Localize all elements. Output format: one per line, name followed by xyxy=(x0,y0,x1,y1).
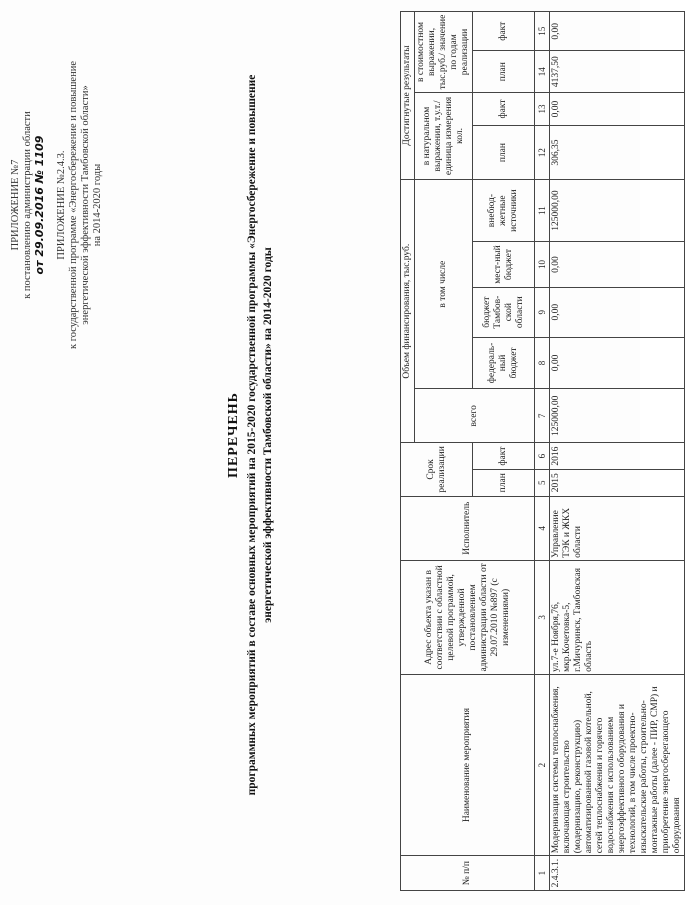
header-val-fact: факт xyxy=(473,12,535,52)
title-line-2: энергетической эффективности Тамбовской области» на 2014-2020 годы xyxy=(262,247,274,623)
appendix-243: ПРИЛОЖЕНИЕ №2.4.3. xyxy=(56,150,67,260)
row-nat-plan: 306,35 xyxy=(550,126,685,180)
header-address: Адрес объекта указан в соответствии с областной целевой программой, утвержденной постановлением администрации области от 29.07.2010 №897 (с изменениями) xyxy=(401,560,535,674)
row-name: Модернизация системы теплоснабжения, включающая строительство (модернизацию, реконструкцию) автоматизированной газовой котельной, сетей теплоснабжения и горячего водоснабжения с использованием энергоэффективного оборудования и технологий, в том числе проектно-изыскательские работы, строительно-монтажные работы (далее - ПИР, СМР) и приобретение энергосберегающего оборудования xyxy=(550,674,685,855)
row-term-plan: 2015 xyxy=(550,469,685,496)
row-no: 2.4.3.1. xyxy=(550,856,685,891)
row-executor: Управление ТЭК и ЖКХ области xyxy=(550,496,685,560)
decree-date-number: от 29.09.2016 № 1109 xyxy=(33,135,46,275)
program-line-3: на 2014-2020 годы xyxy=(92,163,103,247)
document-title: ПЕРЕЧЕНЬ xyxy=(226,392,241,478)
header-nat-fact: факт xyxy=(473,92,535,125)
header-loc: мест-ный бюджет xyxy=(473,242,535,288)
appendix-7: ПРИЛОЖЕНИЕ №7 xyxy=(10,159,21,251)
row-ext: 125000,00 xyxy=(550,180,685,242)
col-num: 4 xyxy=(535,496,550,560)
col-num: 9 xyxy=(535,287,550,337)
program-line-2: энергетической эффективности Тамбовской области» xyxy=(80,85,91,325)
col-num: 3 xyxy=(535,560,550,674)
col-num: 10 xyxy=(535,242,550,288)
header-executor: Исполнитель xyxy=(401,496,535,560)
col-num: 15 xyxy=(535,12,550,52)
measures-table xyxy=(400,11,685,891)
header-fed: федераль-ный бюджет xyxy=(473,337,535,389)
row-loc: 0,00 xyxy=(550,242,685,288)
header-term-plan: план xyxy=(473,469,535,496)
col-num: 2 xyxy=(535,674,550,855)
header-ext: внебюд-жетные источники xyxy=(473,180,535,242)
header-total: всего xyxy=(415,389,535,443)
appendix-block xyxy=(10,25,104,385)
row-reg: 0,00 xyxy=(550,287,685,337)
col-num: 12 xyxy=(535,126,550,180)
header-value: в стоимостном выражении, тыс.руб./ значение по годам реализации xyxy=(415,12,473,93)
col-num: 1 xyxy=(535,856,550,891)
header-name: Наименование мероприятия xyxy=(401,674,535,855)
col-num: 6 xyxy=(535,443,550,470)
header-term-fact: факт xyxy=(473,443,535,470)
col-num: 14 xyxy=(535,51,550,92)
row-fed: 0,00 xyxy=(550,337,685,389)
row-total: 125000,00 xyxy=(550,389,685,443)
table-row xyxy=(550,12,685,891)
header-nat-plan: план xyxy=(473,126,535,180)
row-val-plan: 4137,50 xyxy=(550,51,685,92)
col-num: 7 xyxy=(535,389,550,443)
header-results: Достигнутые результаты xyxy=(401,12,415,180)
header-natural: в натуральном выражении, т.у.т./ единица измерения кол. xyxy=(415,92,473,179)
header-reg: бюджет Тамбов-ской области xyxy=(473,287,535,337)
header-no: № п/п xyxy=(401,856,535,891)
row-nat-fact: 0,00 xyxy=(550,92,685,125)
decree-line: к постановлению администрации области xyxy=(22,111,33,299)
header-term: Срок реализации xyxy=(401,443,473,496)
header-volume: Объем финансирования, тыс.руб. xyxy=(401,180,415,443)
header-val-plan: план xyxy=(473,51,535,92)
program-line-1: к государственной программе «Энергосбережение и повышение xyxy=(68,61,79,349)
col-num: 5 xyxy=(535,469,550,496)
row-val-fact: 0,00 xyxy=(550,12,685,52)
header-incl: в том числе xyxy=(415,180,473,389)
col-num: 11 xyxy=(535,180,550,242)
column-number-row xyxy=(535,12,550,891)
col-num: 8 xyxy=(535,337,550,389)
col-num: 13 xyxy=(535,92,550,125)
row-term-fact: 2016 xyxy=(550,443,685,470)
title-line-1: программных мероприятий в составе основных мероприятий на 2015-2020 государственной программы «Энергосбережение и повышение xyxy=(246,74,258,796)
row-address: ул.7-е Ноября,76, мкр.Кочетовка-5, г.Мичуринск, Тамбовская область xyxy=(550,560,685,674)
